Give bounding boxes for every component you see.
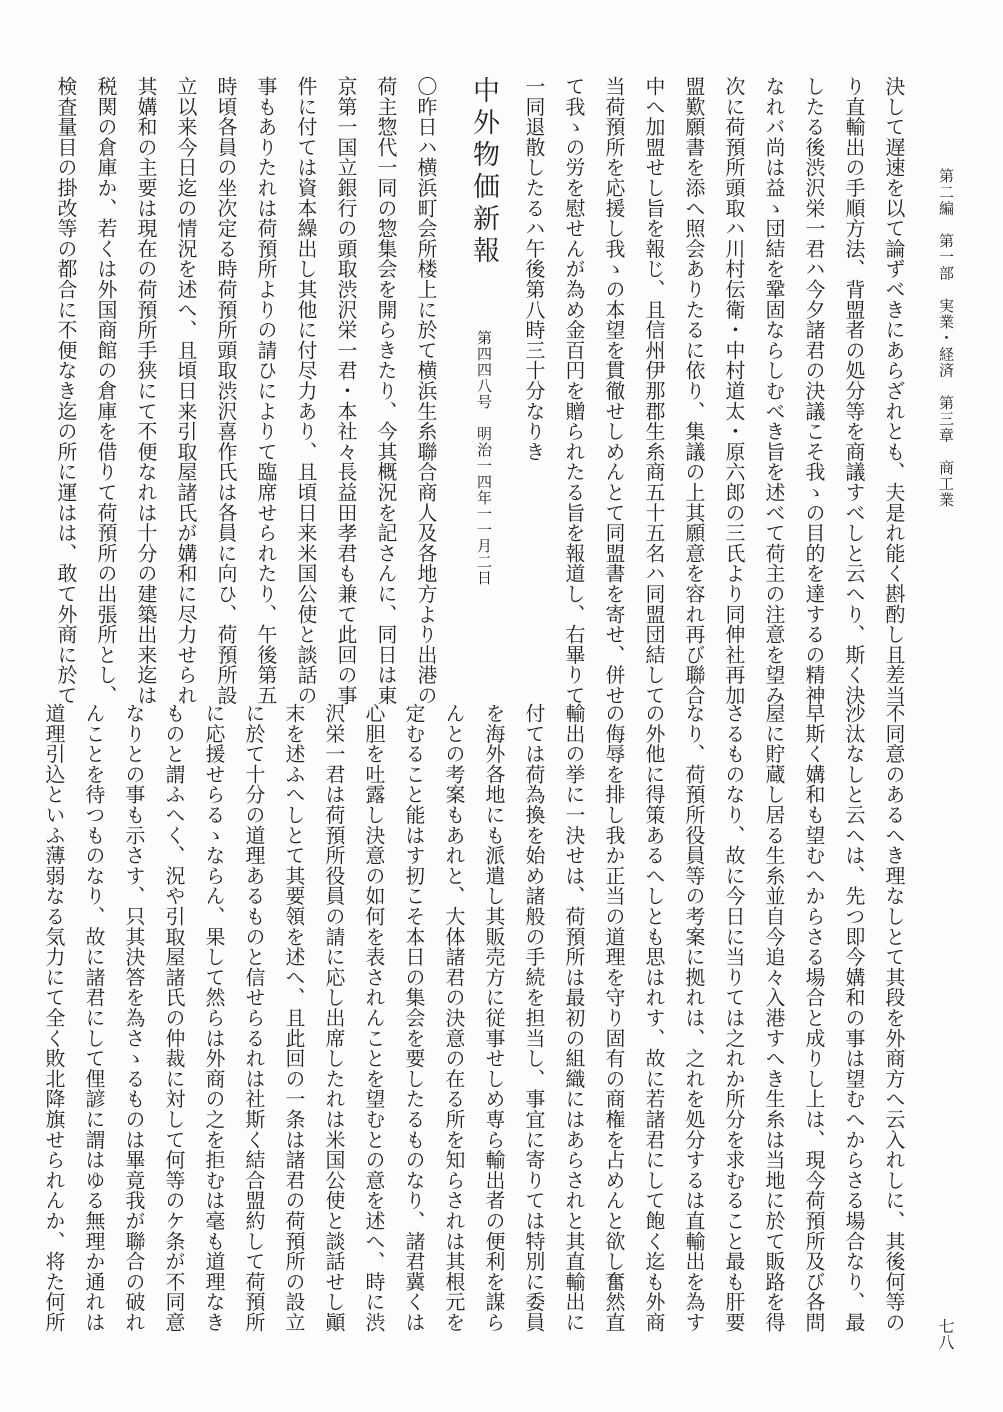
text-column: り直輸出の手順方法、背盟者の処分等を商議すべしと云へり、斯く決 (842, 76, 865, 706)
article-issue: 第四四八号 明治一四年一一月二日 (475, 330, 493, 586)
text-column: なれバ尚は益ゝ団結を鞏固ならしむべき旨を述べて荷主の注意を望み (762, 76, 785, 706)
article-title: 中外物価新報 (468, 76, 499, 268)
text-column: なりとの事も示さす、只其決答を為さゝるものは畢竟我が聯合の破れ (122, 703, 145, 1333)
text-column: に応援せらるゝならん、果して然らは外商の之を拒むは毫も道理なき (202, 703, 225, 1333)
text-column: 次に荷預所頭取ハ川村伝衛・中村道太・原六郎の三氏より同伸社再加 (722, 76, 745, 706)
text-column: 中へ加盟せし旨を報じ、且信州伊那郡生糸商五十五名ハ同盟団結して (642, 76, 665, 706)
text-column: 〇昨日ハ横浜町会所楼上に於て横浜生糸聯合商人及各地方より出港の (414, 76, 437, 706)
text-column: 道理引込といふ薄弱なる気力にて全く敗北降旗せられんか、将た何所 (42, 703, 65, 1333)
text-column: 事もありたれは荷預所よりの請ひによりて臨席せられたり、午後第五 (254, 76, 277, 706)
text-column: 其媾和の主要は現在の荷預所手狭にて不便なれは十分の建築出来迄は (134, 76, 157, 706)
text-column: 沙汰なしと云へは、先つ即今媾和の事は望むへからさる場合なり、最 (842, 703, 865, 1333)
text-column: 検査量目の掛改等の都合に不便なき迄の所に運はは、敢て外商に於て (54, 76, 77, 706)
text-column: ものと謂ふへく、況や引取屋諸氏の仲裁に対して何等のケ条が不同意 (162, 703, 185, 1333)
text-column: 件に付ては資本繰出し其他に付尽力あり、且頃日来米国公使と談話の (294, 76, 317, 706)
text-column: んとの考案もあれと、大体諸君の決意の在る所を知らされは其根元を (442, 703, 465, 1333)
text-column: 心胆を吐露し決意の如何を表されんことを望むとの意を述へ、時に渋 (362, 703, 385, 1333)
running-header: 第二編 第一部 実業・経済 第三章 商工業 (937, 168, 955, 509)
text-column: なり、荷預所役員等の考案に拠れは、之れを処分するは直輸出を為す (682, 703, 705, 1333)
text-column: て我ゝの労を慰せんが為め金百円を贈られたる旨を報道し、右畢りて (562, 76, 585, 706)
text-column: を海外各地にも派遣し其販売方に従事せしめ専ら輸出者の便利を謀ら (482, 703, 505, 1333)
text-column: 決して遅速を以て論ずべきにあらざれとも、夫是れ能く斟酌し且差当 (882, 76, 905, 706)
text-column: 屋に貯蔵し居る生糸並自今追々入港すへき生糸は当地に於て販路を得 (762, 703, 785, 1333)
text-column: に於て十分の道理あるものと信せらるれは社斯く結合盟約して荷預所 (242, 703, 265, 1333)
text-column: 立以来今日迄の情況を述へ、且頃日来引取屋諸氏が媾和に尽力せられ (174, 76, 197, 706)
text-column: したる後渋沢栄一君ハ今夕諸君の決議こそ我ゝの目的を達するの精神 (802, 76, 825, 706)
text-column: の侮辱を排し我か正当の道理を守り固有の商権を占めんと欲し奮然直 (602, 703, 625, 1333)
text-column: 付ては荷為換を始め諸般の手続を担当し、事宜に寄りては特別に委員 (522, 703, 545, 1333)
text-column: 税関の倉庫か、若くは外国商館の倉庫を借りて荷預所の出張所とし、 (94, 76, 117, 706)
text-column: 輸出の挙に一決せは、荷預所は最初の組織にはあらされと其直輸出に (562, 703, 585, 1333)
text-column: 盟歎願書を添へ照会ありたるに依り、集議の上其願意を容れ再び聯合 (682, 76, 705, 706)
text-column: んことを待つものなり、故に諸君にして俚諺に謂はゆる無理か通れは (82, 703, 105, 1333)
text-column: 時頃各員の坐次定る時荷預所頭取渋沢喜作氏は各員に向ひ、荷預所設 (214, 76, 237, 706)
text-column: 定むること能はす扨こそ本日の集会を要したるものなり、諸君冀くは (402, 703, 425, 1333)
text-column: 京第一国立銀行の頭取渋沢栄一君・本社々長益田孝君も兼て此回の事 (334, 76, 357, 706)
text-column: 当荷預所を応援し我ゝの本望を貫徹せしめんとて同盟書を寄せ、併せ (602, 76, 625, 706)
page-number: 七八 (936, 1318, 955, 1350)
text-column: さるものなり、故に今日に当りては之れか所分を求むること最も肝要 (722, 703, 745, 1333)
text-column: の外他に得策あるへしとも思はれす、故に若諸君にして飽く迄も外商 (642, 703, 665, 1333)
text-column: 一同退散したるハ午後第八時三十分なりき (522, 76, 545, 462)
text-column: 荷主惣代一同の惣集会を開らきたり、今其概況を記さんに、同日は東 (374, 76, 397, 706)
text-column: 不同意のあるへき理なしとて其段を外商方へ云入れしに、其後何等の (882, 703, 905, 1333)
text-column: 末を述ふへしとて其要領を述へ、且此回の一条は諸君の荷預所の設立 (282, 703, 305, 1333)
text-column: 早斯く媾和も望むへからさる場合と成りし上は、現今荷預所及び各問 (802, 703, 825, 1333)
text-column: 沢栄一君は荷預所役員の請に応し出席したれは米国公使と談話せし顚 (322, 703, 345, 1333)
